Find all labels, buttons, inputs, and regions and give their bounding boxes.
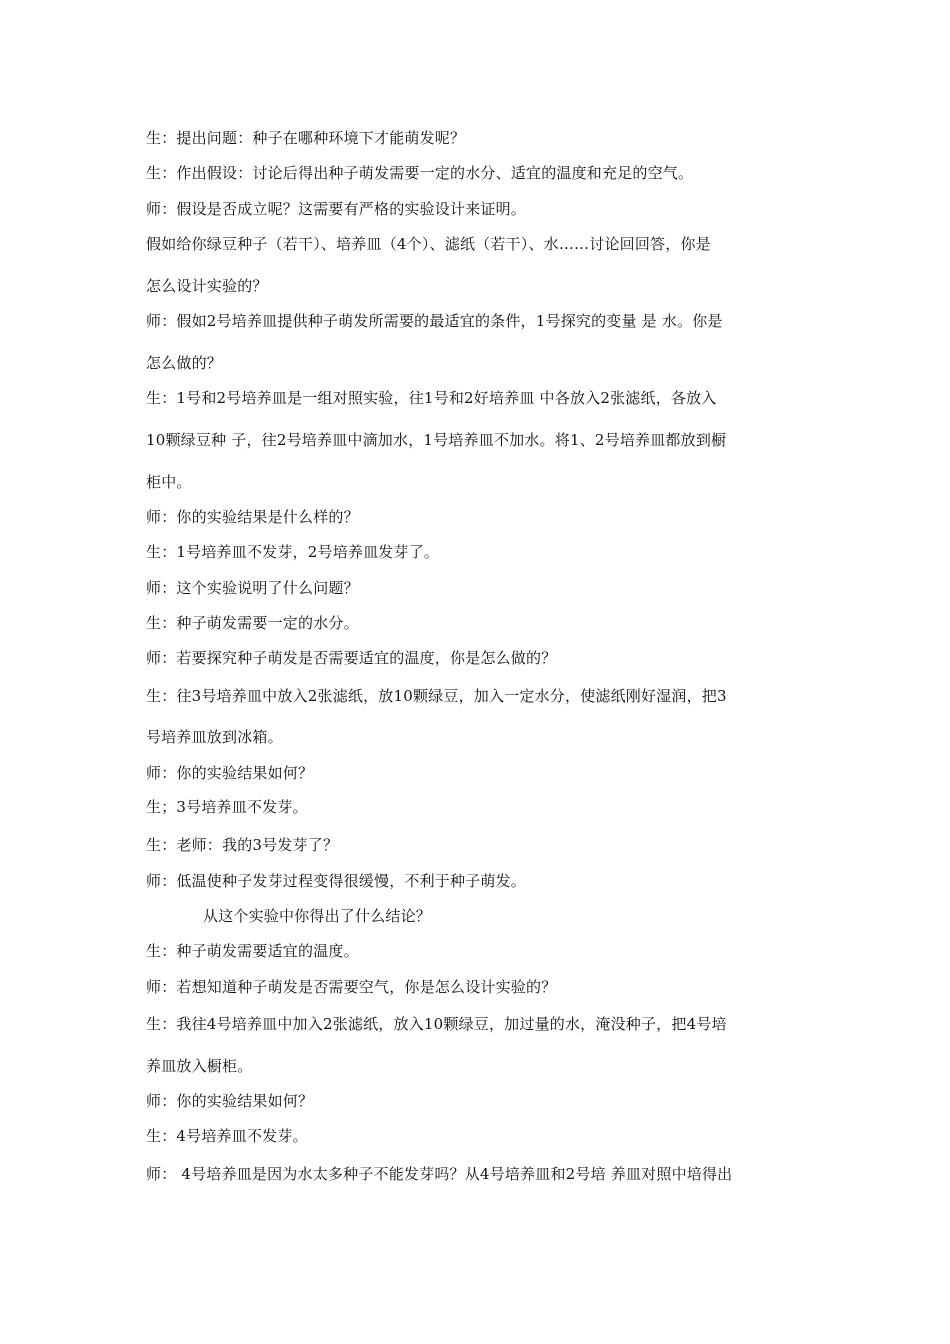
text-line: 师：你的实验结果如何？ [146,764,314,782]
text-line: 生：1号和2号培养皿是一组对照实验，往1号和2好培养皿 中各放入2张滤纸，各放入 [146,389,717,407]
text-line: 生：作出假设：讨论后得出种子萌发需要一定的水分、适宜的温度和充足的空气。 [146,164,694,182]
text-line: 假如给你绿豆种子（若干）、培养皿（4个）、滤纸（若干）、水……讨论回回答，你是 [146,235,711,253]
text-line: 师：若想知道种子萌发是否需要空气，你是怎么设计实验的？ [146,978,557,996]
text-line: 师：假设是否成立呢？这需要有严格的实验设计来证明。 [146,200,527,218]
text-line: 柜中。 [146,473,192,491]
text-line: 师：这个实验说明了什么问题？ [146,579,359,597]
text-line: 生；3号培养皿不发芽。 [146,798,308,816]
text-line: 生：4号培养皿不发芽。 [146,1127,308,1145]
text-line: 10颗绿豆种 子，往2号培养皿中滴加水，1号培养皿不加水。将1、2号培养皿都放到橱 [146,431,727,449]
text-line: 号培养皿放到冰箱。 [146,728,283,746]
text-line: 师：低温使种子发芽过程变得很缓慢，不利于种子萌发。 [146,872,527,890]
text-line: 师：假如2号培养皿提供种子萌发所需要的最适宜的条件，1号探究的变量 是 水。你是 [146,312,723,330]
text-line: 生：往3号培养皿中放入2张滤纸，放10颗绿豆，加入一定水分，使滤纸刚好湿润，把3 [146,687,727,705]
text-line: 怎么设计实验的？ [146,277,268,295]
text-line: 生：我往4号培养皿中加入2张滤纸，放入10颗绿豆，加过量的水，淹没种子，把4号培 [146,1015,727,1033]
text-line: 生：1号培养皿不发芽，2号培养皿发芽了。 [146,543,440,561]
text-line: 怎么做的？ [146,354,223,372]
text-line: 师：你的实验结果如何？ [146,1092,314,1110]
text-line: 从这个实验中你得出了什么结论？ [203,907,432,925]
text-line: 养皿放入橱柜。 [146,1057,253,1075]
text-line: 师： 4号培养皿是因为水太多种子不能发芽吗？从4号培养皿和2号培 养皿对照中培得出 [146,1165,733,1183]
text-line: 生：种子萌发需要一定的水分。 [146,614,359,632]
text-line: 生：种子萌发需要适宜的温度。 [146,942,359,960]
text-line: 师：若要探究种子萌发是否需要适宜的温度，你是怎么做的？ [146,649,557,667]
text-line: 生：老师：我的3号发芽了？ [146,836,339,854]
text-line: 师：你的实验结果是什么样的？ [146,508,359,526]
text-line: 生：提出问题：种子在哪种环境下才能萌发呢？ [146,129,466,147]
